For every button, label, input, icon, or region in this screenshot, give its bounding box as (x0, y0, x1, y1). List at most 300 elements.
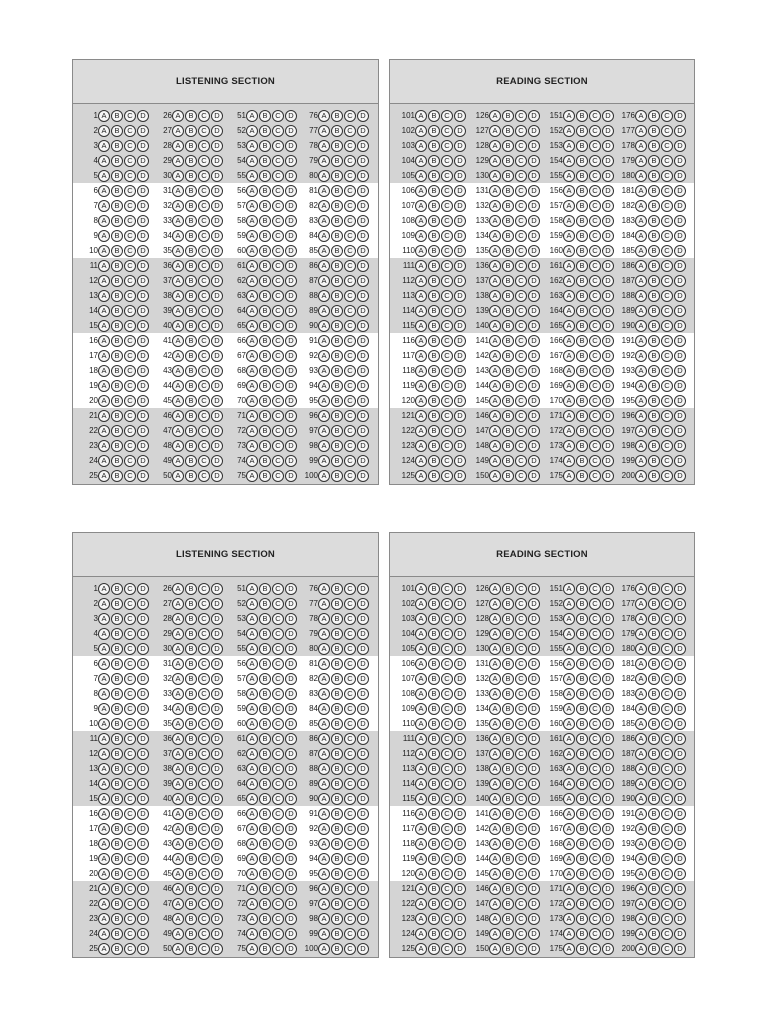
answer-bubble-c[interactable]: C (661, 470, 673, 482)
answer-bubble-d[interactable]: D (454, 335, 466, 347)
answer-bubble-a[interactable]: A (635, 898, 647, 910)
answer-bubble-c[interactable]: C (661, 628, 673, 640)
answer-bubble-a[interactable]: A (172, 395, 184, 407)
answer-bubble-a[interactable]: A (489, 425, 501, 437)
answer-bubble-b[interactable]: B (331, 350, 343, 362)
answer-bubble-d[interactable]: D (285, 425, 297, 437)
answer-bubble-d[interactable]: D (528, 275, 540, 287)
answer-bubble-a[interactable]: A (489, 125, 501, 137)
answer-bubble-d[interactable]: D (454, 718, 466, 730)
answer-bubble-b[interactable]: B (185, 598, 197, 610)
answer-bubble-c[interactable]: C (441, 365, 453, 377)
answer-bubble-b[interactable]: B (576, 673, 588, 685)
answer-bubble-b[interactable]: B (111, 763, 123, 775)
answer-bubble-d[interactable]: D (602, 613, 614, 625)
answer-bubble-d[interactable]: D (285, 230, 297, 242)
answer-bubble-c[interactable]: C (441, 245, 453, 257)
answer-bubble-b[interactable]: B (259, 868, 271, 880)
answer-bubble-a[interactable]: A (563, 380, 575, 392)
answer-bubble-a[interactable]: A (246, 470, 258, 482)
answer-bubble-b[interactable]: B (331, 365, 343, 377)
answer-bubble-b[interactable]: B (576, 470, 588, 482)
answer-bubble-a[interactable]: A (415, 215, 427, 227)
answer-bubble-c[interactable]: C (272, 305, 284, 317)
answer-bubble-a[interactable]: A (489, 823, 501, 835)
answer-bubble-d[interactable]: D (357, 275, 369, 287)
answer-bubble-d[interactable]: D (285, 440, 297, 452)
answer-bubble-c[interactable]: C (515, 718, 527, 730)
answer-bubble-d[interactable]: D (528, 320, 540, 332)
answer-bubble-b[interactable]: B (259, 853, 271, 865)
answer-bubble-d[interactable]: D (137, 365, 149, 377)
answer-bubble-d[interactable]: D (674, 380, 686, 392)
answer-bubble-d[interactable]: D (285, 380, 297, 392)
answer-bubble-c[interactable]: C (272, 868, 284, 880)
answer-bubble-b[interactable]: B (428, 688, 440, 700)
answer-bubble-b[interactable]: B (428, 185, 440, 197)
answer-bubble-c[interactable]: C (344, 673, 356, 685)
answer-bubble-c[interactable]: C (198, 823, 210, 835)
answer-bubble-d[interactable]: D (285, 703, 297, 715)
answer-bubble-a[interactable]: A (246, 365, 258, 377)
answer-bubble-a[interactable]: A (98, 455, 110, 467)
answer-bubble-c[interactable]: C (661, 305, 673, 317)
answer-bubble-d[interactable]: D (211, 763, 223, 775)
answer-bubble-c[interactable]: C (515, 628, 527, 640)
answer-bubble-a[interactable]: A (635, 335, 647, 347)
answer-bubble-d[interactable]: D (285, 643, 297, 655)
answer-bubble-d[interactable]: D (528, 898, 540, 910)
answer-bubble-c[interactable]: C (344, 230, 356, 242)
answer-bubble-a[interactable]: A (172, 470, 184, 482)
answer-bubble-b[interactable]: B (428, 598, 440, 610)
answer-bubble-a[interactable]: A (563, 778, 575, 790)
answer-bubble-b[interactable]: B (331, 808, 343, 820)
answer-bubble-b[interactable]: B (331, 598, 343, 610)
answer-bubble-b[interactable]: B (331, 200, 343, 212)
answer-bubble-a[interactable]: A (246, 898, 258, 910)
answer-bubble-b[interactable]: B (648, 290, 660, 302)
answer-bubble-b[interactable]: B (331, 838, 343, 850)
answer-bubble-b[interactable]: B (185, 290, 197, 302)
answer-bubble-a[interactable]: A (246, 598, 258, 610)
answer-bubble-b[interactable]: B (111, 110, 123, 122)
answer-bubble-d[interactable]: D (357, 335, 369, 347)
answer-bubble-d[interactable]: D (211, 365, 223, 377)
answer-bubble-a[interactable]: A (318, 455, 330, 467)
answer-bubble-c[interactable]: C (515, 793, 527, 805)
answer-bubble-d[interactable]: D (674, 140, 686, 152)
answer-bubble-a[interactable]: A (246, 883, 258, 895)
answer-bubble-a[interactable]: A (635, 853, 647, 865)
answer-bubble-a[interactable]: A (98, 898, 110, 910)
answer-bubble-d[interactable]: D (285, 853, 297, 865)
answer-bubble-c[interactable]: C (515, 748, 527, 760)
answer-bubble-a[interactable]: A (318, 598, 330, 610)
answer-bubble-a[interactable]: A (415, 140, 427, 152)
answer-bubble-a[interactable]: A (489, 365, 501, 377)
answer-bubble-a[interactable]: A (98, 290, 110, 302)
answer-bubble-c[interactable]: C (441, 748, 453, 760)
answer-bubble-a[interactable]: A (246, 763, 258, 775)
answer-bubble-c[interactable]: C (441, 883, 453, 895)
answer-bubble-c[interactable]: C (272, 928, 284, 940)
answer-bubble-c[interactable]: C (124, 883, 136, 895)
answer-bubble-b[interactable]: B (576, 733, 588, 745)
answer-bubble-c[interactable]: C (198, 853, 210, 865)
answer-bubble-c[interactable]: C (589, 425, 601, 437)
answer-bubble-c[interactable]: C (272, 808, 284, 820)
answer-bubble-c[interactable]: C (272, 838, 284, 850)
answer-bubble-a[interactable]: A (635, 425, 647, 437)
answer-bubble-d[interactable]: D (211, 943, 223, 955)
answer-bubble-c[interactable]: C (515, 808, 527, 820)
answer-bubble-c[interactable]: C (198, 260, 210, 272)
answer-bubble-b[interactable]: B (502, 335, 514, 347)
answer-bubble-b[interactable]: B (428, 718, 440, 730)
answer-bubble-a[interactable]: A (563, 290, 575, 302)
answer-bubble-b[interactable]: B (502, 748, 514, 760)
answer-bubble-a[interactable]: A (246, 613, 258, 625)
answer-bubble-a[interactable]: A (246, 215, 258, 227)
answer-bubble-d[interactable]: D (211, 350, 223, 362)
answer-bubble-b[interactable]: B (576, 350, 588, 362)
answer-bubble-c[interactable]: C (124, 763, 136, 775)
answer-bubble-c[interactable]: C (124, 913, 136, 925)
answer-bubble-b[interactable]: B (428, 455, 440, 467)
answer-bubble-c[interactable]: C (344, 185, 356, 197)
answer-bubble-c[interactable]: C (515, 320, 527, 332)
answer-bubble-d[interactable]: D (285, 365, 297, 377)
answer-bubble-b[interactable]: B (428, 230, 440, 242)
answer-bubble-b[interactable]: B (111, 470, 123, 482)
answer-bubble-d[interactable]: D (528, 305, 540, 317)
answer-bubble-d[interactable]: D (528, 628, 540, 640)
answer-bubble-b[interactable]: B (331, 425, 343, 437)
answer-bubble-a[interactable]: A (172, 350, 184, 362)
answer-bubble-a[interactable]: A (172, 688, 184, 700)
answer-bubble-c[interactable]: C (589, 613, 601, 625)
answer-bubble-d[interactable]: D (137, 628, 149, 640)
answer-bubble-b[interactable]: B (259, 928, 271, 940)
answer-bubble-a[interactable]: A (489, 778, 501, 790)
answer-bubble-c[interactable]: C (515, 290, 527, 302)
answer-bubble-a[interactable]: A (246, 733, 258, 745)
answer-bubble-c[interactable]: C (272, 170, 284, 182)
answer-bubble-d[interactable]: D (602, 185, 614, 197)
answer-bubble-c[interactable]: C (124, 185, 136, 197)
answer-bubble-a[interactable]: A (318, 853, 330, 865)
answer-bubble-b[interactable]: B (259, 823, 271, 835)
answer-bubble-b[interactable]: B (259, 260, 271, 272)
answer-bubble-c[interactable]: C (661, 598, 673, 610)
answer-bubble-a[interactable]: A (489, 598, 501, 610)
answer-bubble-c[interactable]: C (198, 598, 210, 610)
answer-bubble-d[interactable]: D (357, 290, 369, 302)
answer-bubble-c[interactable]: C (515, 275, 527, 287)
answer-bubble-b[interactable]: B (502, 125, 514, 137)
answer-bubble-a[interactable]: A (246, 703, 258, 715)
answer-bubble-c[interactable]: C (441, 380, 453, 392)
answer-bubble-d[interactable]: D (137, 290, 149, 302)
answer-bubble-a[interactable]: A (246, 275, 258, 287)
answer-bubble-a[interactable]: A (415, 913, 427, 925)
answer-bubble-a[interactable]: A (415, 943, 427, 955)
answer-bubble-b[interactable]: B (428, 170, 440, 182)
answer-bubble-c[interactable]: C (198, 628, 210, 640)
answer-bubble-b[interactable]: B (331, 395, 343, 407)
answer-bubble-d[interactable]: D (674, 793, 686, 805)
answer-bubble-c[interactable]: C (344, 823, 356, 835)
answer-bubble-c[interactable]: C (515, 440, 527, 452)
answer-bubble-a[interactable]: A (318, 365, 330, 377)
answer-bubble-c[interactable]: C (272, 793, 284, 805)
answer-bubble-d[interactable]: D (454, 658, 466, 670)
answer-bubble-c[interactable]: C (661, 335, 673, 347)
answer-bubble-d[interactable]: D (357, 230, 369, 242)
answer-bubble-b[interactable]: B (502, 110, 514, 122)
answer-bubble-c[interactable]: C (441, 275, 453, 287)
answer-bubble-b[interactable]: B (576, 883, 588, 895)
answer-bubble-a[interactable]: A (172, 928, 184, 940)
answer-bubble-c[interactable]: C (344, 470, 356, 482)
answer-bubble-d[interactable]: D (528, 928, 540, 940)
answer-bubble-d[interactable]: D (137, 470, 149, 482)
answer-bubble-b[interactable]: B (331, 230, 343, 242)
answer-bubble-b[interactable]: B (428, 260, 440, 272)
answer-bubble-a[interactable]: A (415, 230, 427, 242)
answer-bubble-a[interactable]: A (246, 170, 258, 182)
answer-bubble-a[interactable]: A (246, 793, 258, 805)
answer-bubble-b[interactable]: B (576, 628, 588, 640)
answer-bubble-b[interactable]: B (331, 628, 343, 640)
answer-bubble-b[interactable]: B (648, 718, 660, 730)
answer-bubble-d[interactable]: D (211, 718, 223, 730)
answer-bubble-c[interactable]: C (589, 230, 601, 242)
answer-bubble-c[interactable]: C (515, 110, 527, 122)
answer-bubble-c[interactable]: C (661, 275, 673, 287)
answer-bubble-d[interactable]: D (528, 140, 540, 152)
answer-bubble-d[interactable]: D (602, 395, 614, 407)
answer-bubble-d[interactable]: D (285, 200, 297, 212)
answer-bubble-b[interactable]: B (502, 365, 514, 377)
answer-bubble-c[interactable]: C (661, 215, 673, 227)
answer-bubble-a[interactable]: A (318, 793, 330, 805)
answer-bubble-b[interactable]: B (111, 688, 123, 700)
answer-bubble-d[interactable]: D (357, 733, 369, 745)
answer-bubble-b[interactable]: B (259, 125, 271, 137)
answer-bubble-b[interactable]: B (111, 335, 123, 347)
answer-bubble-c[interactable]: C (441, 658, 453, 670)
answer-bubble-c[interactable]: C (589, 928, 601, 940)
answer-bubble-b[interactable]: B (428, 470, 440, 482)
answer-bubble-b[interactable]: B (502, 808, 514, 820)
answer-bubble-a[interactable]: A (489, 853, 501, 865)
answer-bubble-a[interactable]: A (563, 395, 575, 407)
answer-bubble-d[interactable]: D (357, 455, 369, 467)
answer-bubble-d[interactable]: D (528, 913, 540, 925)
answer-bubble-d[interactable]: D (454, 125, 466, 137)
answer-bubble-d[interactable]: D (454, 613, 466, 625)
answer-bubble-c[interactable]: C (661, 808, 673, 820)
answer-bubble-d[interactable]: D (674, 365, 686, 377)
answer-bubble-c[interactable]: C (589, 155, 601, 167)
answer-bubble-b[interactable]: B (331, 913, 343, 925)
answer-bubble-a[interactable]: A (489, 613, 501, 625)
answer-bubble-a[interactable]: A (563, 275, 575, 287)
answer-bubble-b[interactable]: B (111, 440, 123, 452)
answer-bubble-b[interactable]: B (111, 718, 123, 730)
answer-bubble-b[interactable]: B (111, 793, 123, 805)
answer-bubble-a[interactable]: A (98, 410, 110, 422)
answer-bubble-c[interactable]: C (589, 380, 601, 392)
answer-bubble-a[interactable]: A (246, 913, 258, 925)
answer-bubble-c[interactable]: C (589, 658, 601, 670)
answer-bubble-d[interactable]: D (137, 778, 149, 790)
answer-bubble-c[interactable]: C (198, 943, 210, 955)
answer-bubble-b[interactable]: B (111, 200, 123, 212)
answer-bubble-c[interactable]: C (589, 125, 601, 137)
answer-bubble-c[interactable]: C (344, 305, 356, 317)
answer-bubble-c[interactable]: C (272, 350, 284, 362)
answer-bubble-b[interactable]: B (576, 335, 588, 347)
answer-bubble-c[interactable]: C (661, 320, 673, 332)
answer-bubble-d[interactable]: D (137, 928, 149, 940)
answer-bubble-d[interactable]: D (528, 425, 540, 437)
answer-bubble-c[interactable]: C (661, 943, 673, 955)
answer-bubble-c[interactable]: C (661, 898, 673, 910)
answer-bubble-d[interactable]: D (137, 718, 149, 730)
answer-bubble-b[interactable]: B (259, 718, 271, 730)
answer-bubble-d[interactable]: D (528, 245, 540, 257)
answer-bubble-a[interactable]: A (489, 703, 501, 715)
answer-bubble-a[interactable]: A (98, 838, 110, 850)
answer-bubble-c[interactable]: C (661, 733, 673, 745)
answer-bubble-a[interactable]: A (318, 628, 330, 640)
answer-bubble-c[interactable]: C (344, 658, 356, 670)
answer-bubble-b[interactable]: B (259, 913, 271, 925)
answer-bubble-b[interactable]: B (502, 200, 514, 212)
answer-bubble-d[interactable]: D (674, 470, 686, 482)
answer-bubble-d[interactable]: D (528, 185, 540, 197)
answer-bubble-d[interactable]: D (602, 673, 614, 685)
answer-bubble-d[interactable]: D (211, 455, 223, 467)
answer-bubble-b[interactable]: B (428, 808, 440, 820)
answer-bubble-c[interactable]: C (272, 230, 284, 242)
answer-bubble-a[interactable]: A (635, 928, 647, 940)
answer-bubble-a[interactable]: A (172, 898, 184, 910)
answer-bubble-d[interactable]: D (357, 778, 369, 790)
answer-bubble-c[interactable]: C (661, 260, 673, 272)
answer-bubble-c[interactable]: C (272, 110, 284, 122)
answer-bubble-d[interactable]: D (285, 823, 297, 835)
answer-bubble-c[interactable]: C (441, 868, 453, 880)
answer-bubble-a[interactable]: A (318, 733, 330, 745)
answer-bubble-c[interactable]: C (661, 245, 673, 257)
answer-bubble-d[interactable]: D (602, 125, 614, 137)
answer-bubble-b[interactable]: B (331, 305, 343, 317)
answer-bubble-c[interactable]: C (124, 808, 136, 820)
answer-bubble-b[interactable]: B (185, 350, 197, 362)
answer-bubble-b[interactable]: B (111, 215, 123, 227)
answer-bubble-b[interactable]: B (428, 943, 440, 955)
answer-bubble-b[interactable]: B (502, 733, 514, 745)
answer-bubble-d[interactable]: D (528, 823, 540, 835)
answer-bubble-a[interactable]: A (172, 230, 184, 242)
answer-bubble-c[interactable]: C (344, 583, 356, 595)
answer-bubble-d[interactable]: D (211, 928, 223, 940)
answer-bubble-d[interactable]: D (528, 290, 540, 302)
answer-bubble-b[interactable]: B (111, 350, 123, 362)
answer-bubble-d[interactable]: D (357, 470, 369, 482)
answer-bubble-c[interactable]: C (124, 215, 136, 227)
answer-bubble-a[interactable]: A (563, 898, 575, 910)
answer-bubble-d[interactable]: D (137, 613, 149, 625)
answer-bubble-b[interactable]: B (185, 943, 197, 955)
answer-bubble-c[interactable]: C (441, 733, 453, 745)
answer-bubble-c[interactable]: C (441, 763, 453, 775)
answer-bubble-b[interactable]: B (111, 733, 123, 745)
answer-bubble-d[interactable]: D (211, 823, 223, 835)
answer-bubble-d[interactable]: D (285, 598, 297, 610)
answer-bubble-d[interactable]: D (454, 733, 466, 745)
answer-bubble-b[interactable]: B (185, 170, 197, 182)
answer-bubble-c[interactable]: C (441, 395, 453, 407)
answer-bubble-a[interactable]: A (635, 380, 647, 392)
answer-bubble-c[interactable]: C (515, 823, 527, 835)
answer-bubble-a[interactable]: A (318, 838, 330, 850)
answer-bubble-c[interactable]: C (661, 913, 673, 925)
answer-bubble-b[interactable]: B (331, 185, 343, 197)
answer-bubble-a[interactable]: A (489, 260, 501, 272)
answer-bubble-c[interactable]: C (661, 688, 673, 700)
answer-bubble-b[interactable]: B (502, 440, 514, 452)
answer-bubble-d[interactable]: D (674, 763, 686, 775)
answer-bubble-c[interactable]: C (589, 688, 601, 700)
answer-bubble-d[interactable]: D (528, 868, 540, 880)
answer-bubble-a[interactable]: A (246, 245, 258, 257)
answer-bubble-b[interactable]: B (576, 230, 588, 242)
answer-bubble-a[interactable]: A (415, 898, 427, 910)
answer-bubble-b[interactable]: B (502, 703, 514, 715)
answer-bubble-a[interactable]: A (318, 380, 330, 392)
answer-bubble-c[interactable]: C (272, 320, 284, 332)
answer-bubble-c[interactable]: C (441, 320, 453, 332)
answer-bubble-a[interactable]: A (98, 643, 110, 655)
answer-bubble-a[interactable]: A (635, 583, 647, 595)
answer-bubble-c[interactable]: C (515, 185, 527, 197)
answer-bubble-c[interactable]: C (124, 125, 136, 137)
answer-bubble-d[interactable]: D (674, 823, 686, 835)
answer-bubble-c[interactable]: C (441, 335, 453, 347)
answer-bubble-c[interactable]: C (515, 898, 527, 910)
answer-bubble-d[interactable]: D (674, 215, 686, 227)
answer-bubble-c[interactable]: C (589, 110, 601, 122)
answer-bubble-b[interactable]: B (648, 943, 660, 955)
answer-bubble-b[interactable]: B (648, 868, 660, 880)
answer-bubble-a[interactable]: A (415, 763, 427, 775)
answer-bubble-a[interactable]: A (172, 425, 184, 437)
answer-bubble-a[interactable]: A (318, 613, 330, 625)
answer-bubble-d[interactable]: D (357, 793, 369, 805)
answer-bubble-b[interactable]: B (331, 718, 343, 730)
answer-bubble-b[interactable]: B (185, 455, 197, 467)
answer-bubble-b[interactable]: B (648, 748, 660, 760)
answer-bubble-c[interactable]: C (272, 290, 284, 302)
answer-bubble-d[interactable]: D (454, 365, 466, 377)
answer-bubble-c[interactable]: C (272, 778, 284, 790)
answer-bubble-b[interactable]: B (576, 598, 588, 610)
